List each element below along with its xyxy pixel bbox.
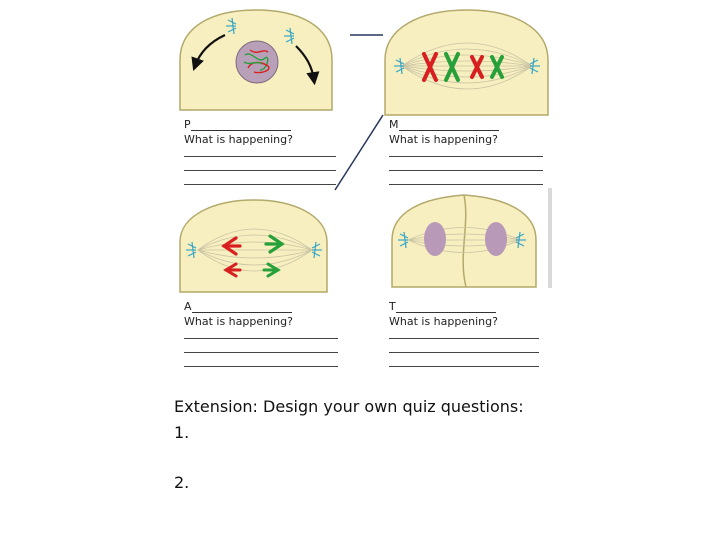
metaphase-answer-line-1[interactable] <box>389 156 543 157</box>
metaphase-label-letter: M <box>389 118 399 131</box>
anaphase-name-blank[interactable] <box>192 302 292 313</box>
anaphase-cell <box>180 200 327 292</box>
telophase-label <box>389 300 496 313</box>
prophase-cell <box>180 10 332 110</box>
connector-line-diagonal <box>335 115 383 190</box>
telophase-name-blank[interactable] <box>396 302 496 313</box>
metaphase-name-blank[interactable] <box>399 120 499 131</box>
telophase-cell <box>392 188 552 288</box>
telophase-nucleus-right <box>485 222 507 256</box>
anaphase-cell-body <box>180 200 327 292</box>
prophase-answer-line-2[interactable] <box>184 170 336 171</box>
anaphase-question: What is happening? <box>184 315 293 328</box>
extension-item-2: 2. <box>174 473 190 492</box>
telophase-nucleus-left <box>424 222 446 256</box>
telophase-answer-line-1[interactable] <box>389 338 539 339</box>
metaphase-answer-line-2[interactable] <box>389 170 543 171</box>
prophase-label <box>184 118 291 131</box>
image-edge-bar <box>548 188 552 288</box>
prophase-answer-line-3[interactable] <box>184 184 336 185</box>
prophase-label-letter: P <box>184 118 191 131</box>
extension-item-1: 1. <box>174 423 190 442</box>
metaphase-cell <box>385 10 548 115</box>
anaphase-label <box>184 300 292 313</box>
telophase-question: What is happening? <box>389 315 498 328</box>
telophase-answer-line-3[interactable] <box>389 366 539 367</box>
metaphase-answer-line-3[interactable] <box>389 184 543 185</box>
extension-title: Extension: Design your own quiz questions: <box>174 397 524 416</box>
anaphase-label-letter: A <box>184 300 192 313</box>
prophase-answer-line-1[interactable] <box>184 156 336 157</box>
anaphase-answer-line-2[interactable] <box>184 352 338 353</box>
anaphase-answer-line-3[interactable] <box>184 366 338 367</box>
metaphase-label <box>389 118 499 131</box>
prophase-question: What is happening? <box>184 133 293 146</box>
telophase-label-letter: T <box>389 300 396 313</box>
prophase-name-blank[interactable] <box>191 120 291 131</box>
telophase-answer-line-2[interactable] <box>389 352 539 353</box>
metaphase-question: What is happening? <box>389 133 498 146</box>
anaphase-answer-line-1[interactable] <box>184 338 338 339</box>
